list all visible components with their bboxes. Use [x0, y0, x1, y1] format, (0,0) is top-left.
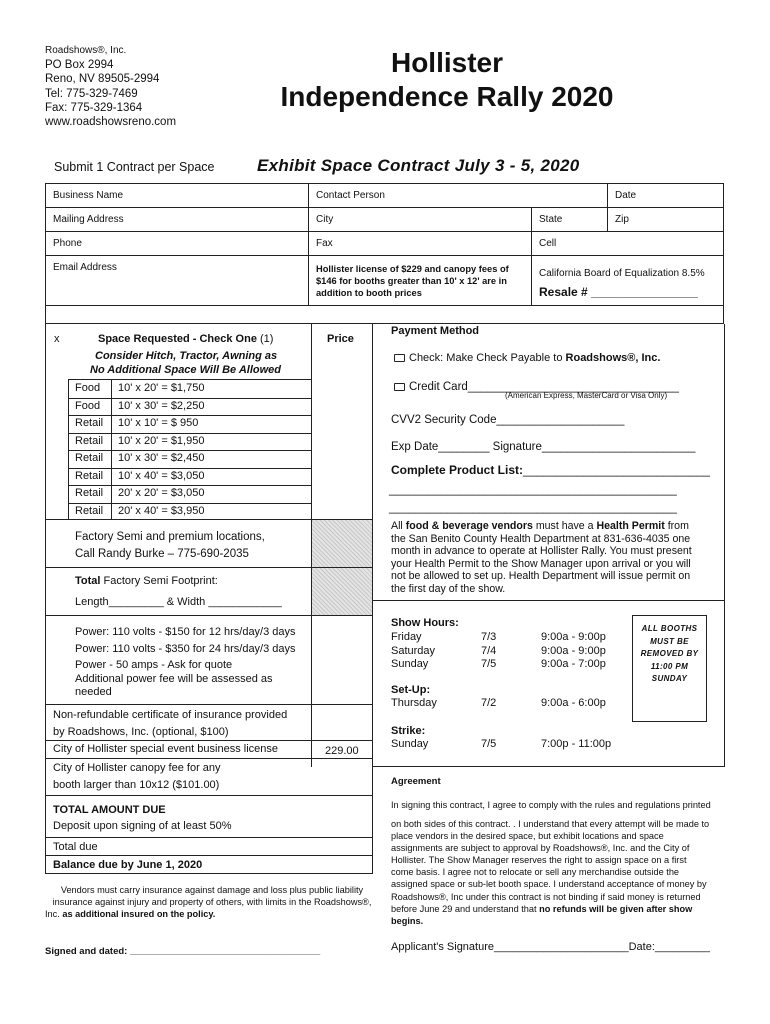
- space-option-size: 20' x 20' = $3,050: [118, 487, 205, 499]
- check-option[interactable]: [394, 352, 660, 364]
- show-hours-time: 9:00a - 9:00p: [541, 631, 606, 643]
- resale-field[interactable]: Resale # ________________: [539, 285, 698, 299]
- space-option-checkbox[interactable]: [46, 434, 67, 449]
- space-note-2: No Additional Space Will Be Allowed: [90, 364, 281, 376]
- space-requested-num: (1): [260, 333, 274, 345]
- strike-header: Strike:: [391, 725, 426, 737]
- total-factory-rest: Factory Semi Footprint:: [100, 575, 218, 587]
- space-requested-text: Space Requested - Check One: [98, 333, 257, 345]
- vendors-note-3: [45, 908, 379, 920]
- payment-method-header: Payment Method: [391, 325, 480, 337]
- space-requested-header: [98, 333, 273, 345]
- space-option-size: 10' x 30' = $2,450: [118, 452, 205, 464]
- factory-line-2: Call Randy Burke – 775-690-2035: [75, 548, 249, 560]
- power-option-4: Additional power fee will be assessed as: [75, 673, 273, 685]
- page-subtitle: Exhibit Space Contract July 3 - 5, 2020: [257, 156, 580, 175]
- removal-line-1: ALL BOOTHS: [641, 624, 698, 633]
- space-option-size: 20' x 40' = $3,950: [118, 504, 205, 517]
- space-note-1: Consider Hitch, Tractor, Awning as: [95, 350, 278, 362]
- space-option-type: Retail: [75, 434, 104, 447]
- insurance-line-1: Non-refundable certificate of insurance provided: [53, 709, 288, 721]
- total-amount-due: TOTAL AMOUNT DUE: [53, 804, 166, 816]
- space-option-checkbox[interactable]: [46, 451, 67, 466]
- power-option-3: Power - 50 amps - Ask for quote: [75, 659, 233, 671]
- price-header: Price: [327, 333, 354, 345]
- food-1a: All: [391, 520, 406, 532]
- show-hours-header: Show Hours:: [391, 617, 459, 629]
- food-vendors-note: [391, 520, 723, 595]
- mailing-address-field[interactable]: Mailing Address: [53, 214, 124, 225]
- page-title: [262, 46, 632, 114]
- power-option-1: Power: 110 volts - $150 for 12 hrs/day/3 days: [75, 626, 296, 638]
- signed-dated-field[interactable]: Signed and dated: ____________________________________: [45, 946, 321, 957]
- space-option-checkbox[interactable]: [46, 486, 67, 501]
- cell-field[interactable]: Cell: [539, 238, 557, 249]
- agreement-line-9: [391, 903, 726, 915]
- removal-line-4: 11:00 PM: [650, 661, 689, 671]
- fax-field[interactable]: Fax: [316, 238, 333, 249]
- company-web: www.roadshowsreno.com: [45, 116, 177, 129]
- total-factory-bold: Total: [75, 575, 101, 587]
- food-1e: from: [664, 520, 689, 532]
- phone-field[interactable]: Phone: [53, 238, 82, 249]
- space-option-checkbox[interactable]: [46, 504, 67, 519]
- agreement-header: Agreement: [391, 776, 441, 787]
- space-option-checkbox[interactable]: [46, 381, 67, 396]
- credit-checkbox[interactable]: [394, 383, 405, 391]
- agreement-line-5: Hollister. The Show Manager reserves the right to assign space on a first: [391, 855, 687, 866]
- city-license-price: 229.00: [325, 745, 359, 757]
- removal-line-2: MUST BE: [650, 636, 689, 646]
- space-option-size: 10' x 20' = $1,750: [118, 382, 205, 394]
- company-name: Roadshows®, Inc.: [45, 45, 127, 56]
- agreement-line-3: place vendors in the desired space, but exhibit locations and space: [391, 831, 664, 842]
- space-option-type: Retail: [75, 487, 104, 499]
- balance-due-line: Balance due by June 1, 2020: [53, 859, 203, 871]
- show-hours-day: Sunday: [391, 658, 429, 670]
- company-address: [45, 44, 176, 129]
- space-option-type: Food: [75, 399, 101, 412]
- canopy-line-2: booth larger than 10x12 ($101.00): [53, 779, 220, 791]
- cvv-field[interactable]: CVV2 Security Code____________________: [391, 414, 625, 426]
- vendors-note-3a: Inc.: [45, 909, 63, 920]
- power-option-5: needed: [75, 686, 112, 698]
- space-option-type: Retail: [75, 417, 104, 429]
- agreement-line-10: begins.: [391, 915, 424, 926]
- strike-day: Sunday: [391, 738, 429, 750]
- x-column-header: x: [54, 333, 60, 345]
- credit-card-text: Credit Card_________________________________: [409, 381, 679, 393]
- exp-signature-field[interactable]: Exp Date________ Signature________________________: [391, 441, 696, 453]
- agreement-line-6: come basis. I agree not to relocate or sell any merchandise outside the: [391, 867, 680, 878]
- factory-price-shade: [312, 520, 372, 568]
- vendors-note-1: Vendors must carry insurance against damage and loss plus public liability: [60, 885, 364, 895]
- product-list-field[interactable]: [391, 463, 710, 477]
- city-field[interactable]: City: [316, 214, 334, 225]
- show-hours-date: 7/4: [481, 644, 497, 657]
- agreement-line-9a: before June 29 and understand that: [391, 903, 540, 914]
- setup-header: Set-Up:: [391, 684, 431, 696]
- applicant-signature-field[interactable]: Applicant's Signature______________________Date:_________: [391, 941, 710, 953]
- deposit-line: Deposit upon signing of at least 50%: [53, 820, 232, 832]
- license-note: Hollister license of $229 and canopy fees of $146 for booths greater than 10' x 12' are in addition to booth prices: [316, 264, 509, 298]
- title-line-2: Independence Rally 2020: [280, 81, 614, 112]
- agreement-line-4: assignments are subject to approval by Roadshows®, Inc. and the City of: [391, 843, 690, 854]
- space-option-type: Retail: [75, 469, 104, 482]
- ca-board-note: California Board of Equalization 8.5%: [539, 268, 705, 279]
- show-hours-date: 7/5: [481, 658, 497, 670]
- food-1b: food & beverage vendors: [405, 520, 533, 532]
- space-option-size: 10' x 40' = $3,050: [118, 469, 205, 482]
- space-option-checkbox[interactable]: [46, 469, 67, 484]
- space-option-checkbox[interactable]: [46, 399, 67, 414]
- food-line-5: not be allowed to set up. Health Department will issue permit on: [391, 570, 691, 582]
- date-field[interactable]: Date: [615, 190, 637, 201]
- title-line-1: Hollister: [390, 47, 504, 78]
- canopy-line-1: City of Hollister canopy fee for any: [53, 762, 221, 774]
- product-blank-line-1[interactable]: _____________________________________________: [389, 484, 677, 496]
- show-hours-day: Friday: [391, 631, 422, 643]
- space-option-type: Retail: [75, 452, 104, 464]
- setup-date: 7/2: [481, 697, 497, 709]
- removal-notice-box: [632, 615, 707, 722]
- factory-line-1: Factory Semi and premium locations,: [75, 531, 265, 543]
- food-line-1: [391, 520, 723, 533]
- product-list-label: Complete Product List:: [391, 463, 524, 477]
- check-checkbox[interactable]: [394, 354, 405, 362]
- credit-card-note: (American Express, MasterCard or Visa Only): [505, 391, 668, 400]
- product-list-line: ____________________________: [523, 463, 710, 477]
- business-name-field[interactable]: Business Name: [53, 190, 124, 201]
- length-width-field[interactable]: Length_________ & Width ____________: [75, 596, 282, 608]
- info-grid: [45, 183, 724, 324]
- food-1c: must have a: [532, 520, 597, 532]
- show-hours-time: 9:00a - 9:00p: [541, 644, 606, 657]
- contact-person-field[interactable]: Contact Person: [316, 190, 385, 201]
- space-option-size: 10' x 30' = $2,250: [118, 399, 205, 412]
- agreement-body: [391, 818, 726, 927]
- agreement-line-8: Roadshows®, Inc under this contract is not binding if said money is returned: [391, 891, 701, 902]
- zip-field[interactable]: Zip: [615, 214, 629, 225]
- product-blank-line-2[interactable]: _____________________________________________: [389, 502, 677, 514]
- food-line-3: month in advance to operate at Hollister Rally. You must present: [391, 545, 692, 557]
- check-payee: Roadshows®, Inc.: [565, 352, 661, 364]
- agreement-line-7: assigned space or sub-let booth space. I understand acceptance of money by: [391, 879, 707, 890]
- removal-line-3: REMOVED BY: [640, 649, 699, 658]
- setup-day: Thursday: [391, 697, 437, 709]
- show-hours-time: 9:00a - 7:00p: [541, 658, 606, 670]
- total-due-line: Total due: [53, 841, 98, 853]
- company-city: Reno, NV 89505-2994: [45, 73, 160, 86]
- company-fax: Fax: 775-329-1364: [45, 101, 143, 114]
- space-option-size: 10' x 20' = $1,950: [118, 434, 205, 447]
- email-field[interactable]: Email Address: [53, 262, 117, 273]
- company-tel: Tel: 775-329-7469: [45, 87, 138, 100]
- strike-date: 7/5: [481, 738, 497, 750]
- removal-line-5: SUNDAY: [651, 674, 688, 683]
- space-option-size: 10' x 10' = $ 950: [118, 417, 199, 429]
- food-1d: Health Permit: [596, 520, 665, 532]
- agreement-line-1: In signing this contract, I agree to comply with the rules and regulations printed: [391, 800, 711, 810]
- total-factory-footprint: [75, 575, 218, 587]
- setup-time: 9:00a - 6:00p: [541, 697, 606, 709]
- space-option-type: Food: [75, 382, 101, 394]
- agreement-line-2: on both sides of this contract. . I understand that every attempt will be made to: [391, 819, 710, 829]
- power-option-2: Power: 110 volts - $350 for 24 hrs/day/3 days: [75, 643, 296, 655]
- food-line-6: the first day of the show.: [391, 582, 506, 595]
- food-line-4: your Health Permit to the Show Manager upon arrival or you will: [391, 557, 691, 570]
- submit-note: Submit 1 Contract per Space: [54, 160, 215, 174]
- show-hours-date: 7/3: [481, 631, 497, 643]
- vendors-insurance-note: [45, 884, 379, 921]
- show-hours-day: Saturday: [391, 644, 436, 657]
- space-option-type: Retail: [75, 504, 104, 517]
- strike-time: 7:00p - 11:00p: [541, 738, 612, 750]
- insurance-line-2: by Roadshows, Inc. (optional, $100): [53, 726, 229, 738]
- footprint-price-shade: [312, 568, 372, 616]
- company-po-box: PO Box 2994: [45, 59, 114, 72]
- space-option-checkbox[interactable]: [46, 416, 67, 431]
- state-field[interactable]: State: [539, 214, 563, 225]
- vendors-note-3b: as additional insured on the policy.: [62, 909, 216, 920]
- food-line-2: the San Benito County Health Department at 831-636-4035 one: [391, 532, 691, 545]
- check-text: Check: Make Check Payable to: [409, 352, 566, 364]
- agreement-line-9b: no refunds will be given after show: [539, 903, 693, 914]
- vendors-note-2: insurance against injury and property of others, with limits in the Roadshows®,: [52, 897, 372, 908]
- city-license-line: City of Hollister special event business license: [53, 743, 278, 755]
